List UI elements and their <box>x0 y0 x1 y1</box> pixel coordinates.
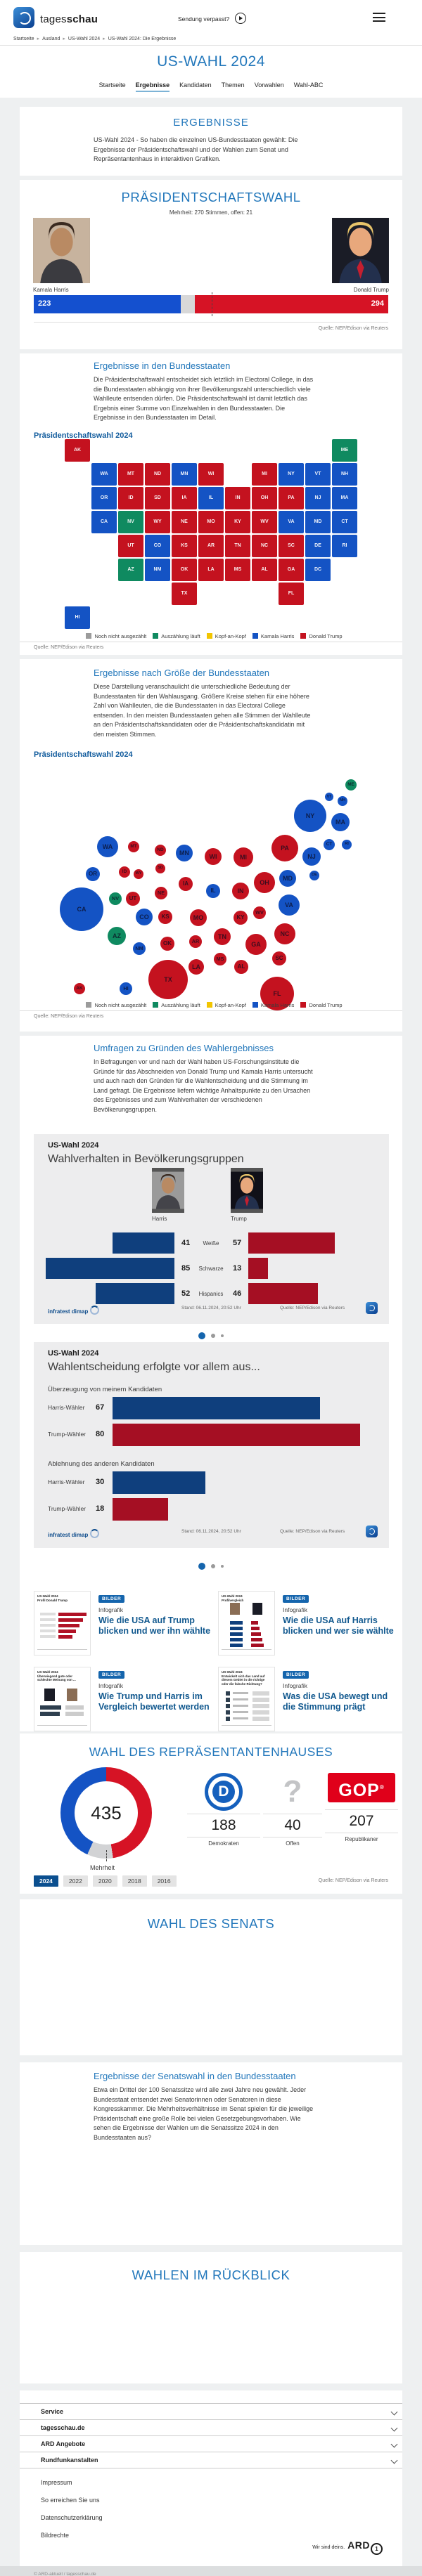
page-title: US-WAHL 2024 <box>157 53 265 70</box>
card-kicker: US-Wahl 2024 <box>48 1349 99 1358</box>
groesse-text: Diese Darstellung veranschaulicht die unterschiedliche Bedeutung der Bundesstaaten für den Wahlausgang. Größere Kreise stehen für eine höhere Zahl von Wahlleuten, die die Bundesstaaten in das Electoral College entsenden. In den meisten Bundesstaaten gehen alle Stimmen der Wahlleute an den Präsidentschaftskandidaten oder die Präsidentschaftskandidatin mit den meisten Stimmen. <box>94 683 311 738</box>
row-bar-Harris-Wähler <box>113 1471 205 1494</box>
state-KS[interactable]: KS <box>172 535 197 557</box>
card-title: Wahlverhalten in Bevölkerungsgruppen <box>48 1153 244 1165</box>
ergebnisse-text: US-Wahl 2024 - So haben die einzelnen US-Bundesstaaten gewählt: Die Ergebnisse der Präsidentschaftswahl und der Wahlen zum Senat und Repräsentantenhaus in interaktiven Grafiken. <box>94 136 298 162</box>
bar-segment-Donald Trump: 294 <box>195 295 388 313</box>
bubble-MN[interactable]: MN <box>176 845 193 861</box>
teaser-thumbnail[interactable]: US-Wahl 2024 Überwiegend gute oder schlechte Meinung von ... <box>34 1667 91 1731</box>
bubble-AL[interactable]: AL <box>234 960 248 974</box>
tab-nav <box>0 82 422 92</box>
state-ND[interactable]: ND <box>145 463 170 486</box>
teaser-item[interactable] <box>34 1591 211 1655</box>
state-DE[interactable]: DE <box>305 535 331 557</box>
bubble-AZ[interactable]: AZ <box>108 927 126 945</box>
source-note: Quelle: NEP/Edison via Reuters <box>318 326 388 331</box>
state-HI[interactable]: HI <box>65 606 90 629</box>
dem-label: Demokraten <box>208 1840 239 1847</box>
state-LA[interactable]: LA <box>198 559 224 581</box>
ard-logo: Wir sind deins. ARD 1 <box>312 2539 383 2555</box>
bubble-MS[interactable]: MS <box>214 953 226 965</box>
row-label: Trump-Wähler <box>48 1505 86 1512</box>
bubble-OR[interactable]: OR <box>86 867 100 881</box>
dot-1[interactable] <box>198 1563 205 1570</box>
state-UT[interactable]: UT <box>118 535 143 557</box>
state-MN[interactable]: MN <box>172 463 197 486</box>
state-MO[interactable]: MO <box>198 511 224 533</box>
teaser-thumbnail[interactable]: US-Wahl 2024 Profil Donald Trump <box>34 1591 91 1655</box>
teaser-item[interactable] <box>34 1667 211 1731</box>
bubble-OH[interactable]: OH <box>254 872 275 893</box>
year-2020[interactable]: 2020 <box>93 1875 117 1887</box>
breadcrumb: Startseite ▸ Ausland ▸ US-Wahl 2024 ▸ US-Wahl 2024: Die Ergebnisse <box>13 37 177 41</box>
bar-segment-Kamala Harris: 223 <box>34 295 181 313</box>
teaser-title[interactable]: Was die USA bewegt und die Stimmung prägt <box>283 1691 388 1712</box>
senatswahl-heading: Ergebnisse der Senatswahl in den Bundesstaaten <box>94 2071 296 2081</box>
bubble-WV[interactable]: WV <box>253 906 266 919</box>
section-umfragen <box>20 1036 402 1731</box>
trump-name: Donald Trump <box>353 287 389 293</box>
senat-title: WAHL DES SENATS <box>147 1916 275 1931</box>
bubble-HI[interactable]: HI <box>120 982 132 995</box>
footer-accordion-3[interactable]: Rundfunkanstalten <box>20 2452 402 2468</box>
ergebnisse-title: ERGEBNISSE <box>173 117 249 129</box>
category-label: Schwarze <box>198 1266 224 1272</box>
dot-2[interactable] <box>211 1564 215 1568</box>
bilder-badge: BILDER <box>98 1671 124 1679</box>
footer-link-3[interactable]: Bildrechte <box>41 2532 70 2539</box>
bilder-badge: BILDER <box>283 1671 309 1679</box>
harris-bar-Schwarze <box>46 1258 174 1279</box>
state-IA[interactable]: IA <box>172 487 197 509</box>
state-TN[interactable]: TN <box>225 535 250 557</box>
carousel-dots <box>20 1560 402 1573</box>
bubble-ND[interactable]: ND <box>155 845 166 856</box>
trump-photo-small <box>231 1168 263 1213</box>
section-bundesstaaten <box>20 353 402 655</box>
harris-bar-Weiße <box>113 1232 174 1254</box>
breadcrumb-item[interactable]: US-Wahl 2024: Die Ergebnisse <box>108 37 177 41</box>
bilder-badge: BILDER <box>98 1595 124 1603</box>
infratest-ring-icon <box>90 1529 99 1538</box>
state-NV[interactable]: NV <box>118 511 143 533</box>
democrats-logo-icon <box>205 1773 243 1811</box>
bubble-AK[interactable]: AK <box>74 983 85 994</box>
bubble-NM[interactable]: NM <box>133 942 146 955</box>
bubble-SC[interactable]: SC <box>272 951 286 965</box>
map-legend: Noch nicht ausgezählt Auszählung läuft Kopf-an-Kopf Kamala Harris Donald Trump <box>20 633 402 639</box>
year-selector <box>34 1874 181 1887</box>
bubble-OK[interactable]: OK <box>160 937 174 951</box>
bubble-NH[interactable]: NH <box>338 796 347 806</box>
state-VT[interactable]: VT <box>305 463 331 486</box>
trump-bar-Hispanics <box>248 1283 318 1304</box>
trump-label: Trump <box>231 1216 247 1222</box>
tagesschau-logo-icon[interactable] <box>13 7 34 28</box>
infratest-ring-icon <box>90 1306 99 1315</box>
state-ME[interactable]: ME <box>332 439 357 462</box>
bubble-WA[interactable]: WA <box>97 836 118 857</box>
state-AL[interactable]: AL <box>252 559 277 581</box>
footer-link-0[interactable]: Impressum <box>41 2479 72 2486</box>
bubble-CO[interactable]: CO <box>136 909 153 925</box>
bundesstaaten-text: Die Präsidentschaftswahl entscheidet sich letztlich im Electoral College, in das die Bundesstaaten abhängig von ihrer Bevölkerungszahl unterschiedlich viele Wahlleute entsenden dürfen. Die Präsidentschaftswahl ist damit letztlich das Ergebnis einer Summe von Einzelwahlen in den Bundesstaaten. Die Ergebnisse in den Bundesstaaten im Detail. <box>94 376 314 421</box>
section-senatswahl <box>20 2062 402 2245</box>
footer-accordion-0[interactable]: Service <box>20 2403 402 2419</box>
footer-link-1[interactable]: So erreichen Sie uns <box>41 2497 100 2504</box>
state-MI[interactable]: MI <box>252 463 277 486</box>
bubble-PA[interactable]: PA <box>271 835 298 861</box>
teaser-title[interactable]: Wie die USA auf Trump blicken und wer ihn wählte <box>98 1615 211 1636</box>
bubble-GA[interactable]: GA <box>245 934 267 955</box>
footer-accordion-1[interactable]: tagesschau.de <box>20 2419 402 2435</box>
house-source: Quelle: NEP/Edison via Reuters <box>318 1878 388 1883</box>
bubble-VA[interactable]: VA <box>279 895 300 916</box>
source-note: Quelle: NEP/Edison via Reuters <box>280 1306 345 1310</box>
carousel-dots <box>20 1329 402 1342</box>
trump-value: 46 <box>233 1289 242 1298</box>
category-label: Weiße <box>203 1240 219 1247</box>
state-OH[interactable]: OH <box>252 487 277 509</box>
state-GA[interactable]: GA <box>279 559 304 581</box>
bubble-IA[interactable]: IA <box>179 877 193 891</box>
state-WY[interactable]: WY <box>145 511 170 533</box>
row-label: Trump-Wähler <box>48 1431 86 1438</box>
teaser-kicker: Infografik <box>283 1682 307 1689</box>
bubble-chart-title: Präsidentschaftswahl 2024 <box>34 750 133 759</box>
row-value: 30 <box>96 1478 105 1486</box>
source-note: Quelle: NEP/Edison via Reuters <box>280 1529 345 1534</box>
row-bar-Trump-Wähler <box>113 1424 360 1446</box>
bubble-MD[interactable]: MD <box>279 870 296 887</box>
year-2016[interactable]: 2016 <box>152 1875 177 1887</box>
bubble-KS[interactable]: KS <box>158 910 172 924</box>
row-bar-Trump-Wähler <box>113 1498 168 1521</box>
row-value: 67 <box>96 1403 105 1412</box>
bubble-CA[interactable]: CA <box>60 887 103 931</box>
tab-wahl-abc[interactable]: Wahl-ABC <box>293 82 324 89</box>
us-state-map <box>65 439 357 629</box>
bubble-UT[interactable]: UT <box>126 892 140 906</box>
copyright-bar <box>0 2566 422 2576</box>
bubble-NV[interactable]: NV <box>109 892 122 905</box>
tab-themen[interactable]: Themen <box>221 82 245 89</box>
teaser-kicker: Infografik <box>98 1606 123 1613</box>
bubble-IL[interactable]: IL <box>206 884 220 898</box>
open-seats: 40 <box>284 1817 301 1833</box>
state-NE[interactable]: NE <box>172 511 197 533</box>
stand-note: Stand: 06.11.2024, 20:52 Uhr <box>181 1529 241 1534</box>
rueckblick-title: WAHLEN IM RÜCKBLICK <box>132 2268 290 2282</box>
bubble-IN[interactable]: IN <box>232 883 249 899</box>
state-IL[interactable]: IL <box>198 487 224 509</box>
open-label: Offen <box>286 1840 300 1847</box>
teaser-grid <box>34 1591 394 1729</box>
gop-seats: 207 <box>349 1813 374 1829</box>
state-AZ[interactable]: AZ <box>118 559 143 581</box>
majority-note: Mehrheit: 270 Stimmen, offen: 21 <box>169 209 253 216</box>
majority-label: Mehrheit <box>90 1864 115 1871</box>
state-CT[interactable]: CT <box>332 511 357 533</box>
state-CO[interactable]: CO <box>145 535 170 557</box>
tab-startseite[interactable]: Startseite <box>98 82 126 89</box>
infographic-decision <box>34 1342 389 1548</box>
bubble-FL[interactable]: FL <box>260 977 294 1010</box>
state-WA[interactable]: WA <box>91 463 117 486</box>
dot-3[interactable] <box>221 1565 224 1568</box>
house-col-gop <box>325 1769 398 1842</box>
state-RI[interactable]: RI <box>332 535 357 557</box>
state-NJ[interactable]: NJ <box>305 487 331 509</box>
senatswahl-text: Etwa ein Drittel der 100 Senatssitze wird alle zwei Jahre neu gewählt. Jeder Bundesstaat entsendet zwei Senatorinnen oder Senatoren in diese Kongresskammer. Die Mehrheitsverhältnisse im Senat spielen für die jeweilige Präsidentschaft eine große Rolle bei vielen Gesetzgebungsvorhaben. Wie sehen die Ergebnisse der Wahlen um die Senatssitze 2024 in den Bundesstaaten aus? <box>94 2086 314 2141</box>
bubble-TN[interactable]: TN <box>214 928 231 945</box>
bubble-WY[interactable]: WY <box>134 869 143 879</box>
trump-photo <box>332 218 389 283</box>
bubble-ID[interactable]: ID <box>119 866 130 878</box>
tab-vorwahlen[interactable]: Vorwahlen <box>254 82 284 89</box>
section-repraesentantenhaus <box>20 1733 402 1894</box>
state-DC[interactable]: DC <box>305 559 331 581</box>
section-praesidentschaftswahl <box>20 180 402 349</box>
card-kicker: US-Wahl 2024 <box>48 1141 99 1150</box>
year-2018[interactable]: 2018 <box>122 1875 147 1887</box>
footer-link-2[interactable]: Datenschutzerklärung <box>41 2514 103 2521</box>
bubble-TX[interactable]: TX <box>148 960 188 999</box>
teaser-item[interactable] <box>218 1591 395 1655</box>
row-label: Harris-Wähler <box>48 1478 85 1485</box>
sendung-verpasst-link[interactable]: Sendung verpasst? <box>178 15 230 22</box>
breadcrumb-item[interactable]: Startseite <box>13 37 34 41</box>
site-footer <box>20 2390 402 2566</box>
state-WV[interactable]: WV <box>252 511 277 533</box>
menu-icon[interactable] <box>373 13 385 22</box>
infratest-logo: infratest dimap <box>48 1308 89 1315</box>
bubble-NJ[interactable]: NJ <box>302 847 321 866</box>
bubble-RI[interactable]: RI <box>342 840 352 850</box>
state-PA[interactable]: PA <box>279 487 304 509</box>
row-bar-Harris-Wähler <box>113 1397 320 1419</box>
bubble-KY[interactable]: KY <box>234 911 248 925</box>
state-NY[interactable]: NY <box>279 463 304 486</box>
dot-1[interactable] <box>198 1332 205 1339</box>
teaser-title[interactable]: Wie die USA auf Harris blicken und wer sie wählte <box>283 1615 394 1636</box>
row-value: 18 <box>96 1504 105 1513</box>
bilder-badge: BILDER <box>283 1595 309 1603</box>
teaser-thumbnail[interactable]: US-Wahl 2024 Entwickelt sich das Land auf diesem Gebiet in die richtige oder die falsche Richtung? <box>218 1667 275 1731</box>
map-source: Quelle: NEP/Edison via Reuters <box>34 645 104 650</box>
map-chart-title: Präsidentschaftswahl 2024 <box>34 431 133 440</box>
section-groesse <box>20 659 402 1032</box>
groesse-heading: Ergebnisse nach Größe der Bundesstaaten <box>94 668 270 678</box>
trump-bar-Schwarze <box>248 1258 268 1279</box>
year-2024[interactable]: 2024 <box>34 1875 58 1887</box>
state-MS[interactable]: MS <box>225 559 250 581</box>
state-IN[interactable]: IN <box>225 487 250 509</box>
bubble-NY[interactable]: NY <box>294 800 326 832</box>
trump-value: 13 <box>233 1264 242 1273</box>
state-NC[interactable]: NC <box>252 535 277 557</box>
tab-kandidaten[interactable]: Kandidaten <box>179 82 212 89</box>
footer-accordion-2[interactable]: ARD Angebote <box>20 2435 402 2452</box>
bar-segment-offen <box>181 295 195 313</box>
state-KY[interactable]: KY <box>225 511 250 533</box>
state-SC[interactable]: SC <box>279 535 304 557</box>
header-divider <box>0 45 422 46</box>
state-ID[interactable]: ID <box>118 487 143 509</box>
stand-note: Stand: 06.11.2024, 20:52 Uhr <box>181 1306 241 1310</box>
question-mark-icon: ? <box>283 1774 302 1809</box>
bubble-VT[interactable]: VT <box>325 793 333 801</box>
harris-value: 41 <box>181 1239 191 1247</box>
state-OK[interactable]: OK <box>172 559 197 581</box>
tab-ergebnisse[interactable]: Ergebnisse <box>136 82 170 92</box>
harris-label: Harris <box>152 1216 167 1222</box>
dot-2[interactable] <box>211 1334 215 1338</box>
state-MT[interactable]: MT <box>118 463 143 486</box>
copyright: © ARD-aktuell / tagesschau.de <box>34 2572 96 2576</box>
house-col-open <box>263 1773 322 1847</box>
state-VA[interactable]: VA <box>279 511 304 533</box>
bubble-NC[interactable]: NC <box>274 923 295 944</box>
gop-logo-icon: GOP® <box>328 1773 395 1802</box>
section-rueckblick <box>20 2252 402 2383</box>
bubble-source: Quelle: NEP/Edison via Reuters <box>34 1014 104 1019</box>
trump-value: 57 <box>233 1239 242 1247</box>
umfragen-heading: Umfragen zu Gründen des Wahlergebnisses <box>94 1043 274 1053</box>
teaser-kicker: Infografik <box>98 1682 123 1689</box>
electoral-college-bar <box>34 295 388 313</box>
bubble-MT[interactable]: MT <box>128 841 139 852</box>
teaser-title[interactable]: Wie Trump und Harris im Vergleich bewertet werden <box>98 1691 210 1712</box>
site-header <box>0 0 422 98</box>
bubble-LA[interactable]: LA <box>188 959 204 975</box>
bubble-MO[interactable]: MO <box>190 909 207 926</box>
section-senat <box>20 1899 402 2055</box>
state-NH[interactable]: NH <box>332 463 357 486</box>
state-SD[interactable]: SD <box>145 487 170 509</box>
state-MD[interactable]: MD <box>305 511 331 533</box>
harris-name: Kamala Harris <box>33 287 69 293</box>
teaser-kicker: Infografik <box>283 1606 307 1613</box>
harris-value: 52 <box>181 1289 191 1298</box>
trump-bar-Weiße <box>248 1232 335 1254</box>
state-AR[interactable]: AR <box>198 535 224 557</box>
bubble-NE[interactable]: NE <box>155 887 167 899</box>
section-ergebnisse <box>20 107 402 176</box>
footer-accordions <box>20 2390 402 2468</box>
bubble-DE[interactable]: DE <box>309 871 319 880</box>
bubble-WI[interactable]: WI <box>205 848 222 865</box>
infographic-demographics <box>34 1134 389 1324</box>
majority-marker <box>106 1850 107 1861</box>
bubble-CT[interactable]: CT <box>324 839 335 850</box>
group-label: Ablehnung des anderen Kandidaten <box>48 1460 155 1468</box>
year-2022[interactable]: 2022 <box>63 1875 88 1887</box>
state-WI[interactable]: WI <box>198 463 224 486</box>
harris-value: 85 <box>181 1264 191 1273</box>
bubble-SD[interactable]: SD <box>155 864 165 873</box>
praesident-title: PRÄSIDENTSCHAFTSWAHL <box>121 190 301 204</box>
bubble-MI[interactable]: MI <box>234 847 253 867</box>
haus-title: WAHL DES REPRÄSENTANTENHAUSES <box>89 1745 333 1759</box>
state-AK[interactable]: AK <box>65 439 90 462</box>
harris-photo-small <box>152 1168 184 1213</box>
bundesstaaten-heading: Ergebnisse in den Bundesstaaten <box>94 360 231 371</box>
bubble-AR[interactable]: AR <box>189 935 202 948</box>
teaser-thumbnail[interactable]: US-Wahl 2024 Profilvergleich <box>218 1591 275 1655</box>
harris-bar-Hispanics <box>96 1283 174 1304</box>
ard-one-icon: 1 <box>371 2543 383 2555</box>
state-CA[interactable]: CA <box>91 511 117 533</box>
teaser-item[interactable] <box>218 1667 395 1731</box>
house-donut-chart <box>60 1767 152 1859</box>
house-total: 435 <box>91 1802 122 1823</box>
footer-links <box>20 2474 402 2544</box>
harris-photo <box>33 218 90 283</box>
row-label: Harris-Wähler <box>48 1404 85 1411</box>
infratest-logo: infratest dimap <box>48 1532 89 1538</box>
breadcrumb-item[interactable]: US-Wahl 2024 <box>68 37 101 41</box>
house-col-dem <box>187 1773 260 1847</box>
state-OR[interactable]: OR <box>91 487 117 509</box>
category-label: Hispanics <box>198 1291 224 1297</box>
dem-seats: 188 <box>211 1817 236 1833</box>
bubble-ME[interactable]: ME <box>345 779 357 791</box>
row-value: 80 <box>96 1430 105 1438</box>
brand-wordmark[interactable]: tagesschau <box>40 13 98 25</box>
group-label: Überzeugung von meinem Kandidaten <box>48 1386 162 1393</box>
gop-label: Republikaner <box>345 1836 378 1842</box>
state-TX[interactable]: TX <box>172 583 197 605</box>
breadcrumb-item[interactable]: Ausland <box>42 37 60 41</box>
card-title: Wahlentscheidung erfolgte vor allem aus... <box>48 1361 260 1373</box>
dot-3[interactable] <box>221 1334 224 1337</box>
state-FL[interactable]: FL <box>279 583 304 605</box>
tagesschau-mini-logo-icon <box>366 1302 378 1314</box>
state-NM[interactable]: NM <box>145 559 170 581</box>
bubble-legend: Noch nicht ausgezählt Auszählung läuft Kopf-an-Kopf Kamala Harris Donald Trump <box>20 1002 402 1008</box>
state-MA[interactable]: MA <box>332 487 357 509</box>
play-icon[interactable] <box>235 13 246 24</box>
tagesschau-mini-logo-icon <box>366 1526 378 1537</box>
umfragen-text: In Befragungen vor und nach der Wahl haben US-Forschungsinstitute die Gründe für das Abschneiden von Donald Trump und Kamala Harris untersucht und auch nach den Gründen für die Wahlentscheidung und die Stimmung im Land gefragt. Die Ergebnisse liefern wichtige Anhaltspunkte zu den Ursachen des Ergebnisses und zum Wahlverhalten der verschiedenen Bevölkerungsgruppen. <box>94 1058 313 1113</box>
bubble-cartogram <box>20 765 402 1003</box>
bubble-MA[interactable]: MA <box>331 813 350 831</box>
